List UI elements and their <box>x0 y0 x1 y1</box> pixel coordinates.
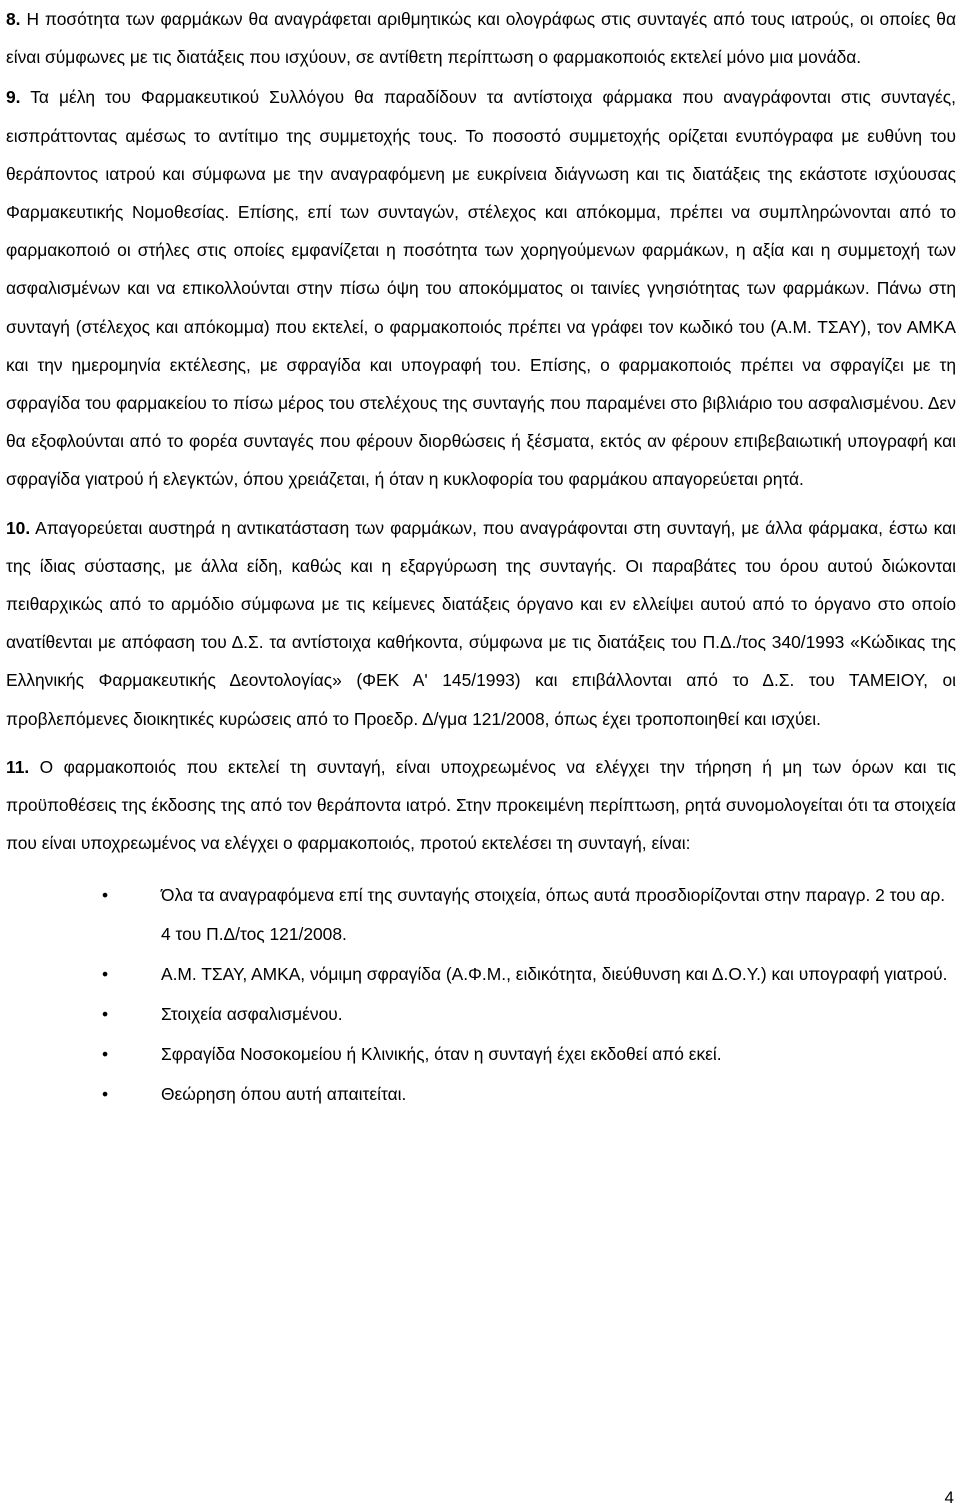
list-item-text: Όλα τα αναγραφόμενα επί της συνταγής στοιχεία, όπως αυτά προσδιορίζονται στην παραγρ. 2 του αρ. 4 του Π.Δ/τος 121/2008. <box>161 885 946 944</box>
list-item <box>6 876 956 952</box>
paragraph-text: Τα μέλη του Φαρμακευτικού Συλλόγου θα παραδίδουν τα αντίστοιχα φάρμακα που αναγράφονται στις συνταγές, εισπράττοντας αμέσως το αντίτιμο της συμμετοχής τους. Το ποσοστό συμμετοχής ορίζεται ενυπόγραφα με ευθύνη του θεράποντος ιατρού και σύμφωνα με την αναγραφόμενη με ευκρίνεια διάγνωση και τις διατάξεις της εκάστοτε ισχύουσας Φαρμακευτικής Νομοθεσίας. Επίσης, επί των συνταγών, στέλεχος και απόκομμα, πρέπει να συμπληρώνονται από το φαρμακοποιό οι στήλες στις οποίες εμφανίζεται η ποσότητα των χορηγούμενων φαρμάκων, η αξία και η συμμετοχή των ασφαλισμένων και να επικολλούνται στην πίσω όψη του αποκόμματος οι ταινίες γνησιότητας των φαρμάκων. Πάνω στη συνταγή (στέλεχος και απόκομμα) που εκτελεί, ο φαρμακοποιός πρέπει να γράφει τον κωδικό του (Α.Μ. ΤΣΑΥ), τον ΑΜΚΑ και την ημερομηνία εκτέλεσης, με σφραγίδα και υπογραφή του. Επίσης, ο φαρμακοποιός πρέπει να σφραγίζει με τη σφραγίδα του φαρμακείου το πίσω μέρος του στελέχους της συνταγής που παραμένει στο βιβλιάριο του ασφαλισμένου. Δεν θα εξοφλούνται από το φορέα συνταγές που φέρουν διορθώσεις ή ξέσματα, εκτός αν φέρουν επιβεβαιωτική υπογραφή και σφραγίδα γιατρού ή ελεγκτών, όπου χρειάζεται, ή όταν η κυκλοφορία του φαρμάκου απαγορεύεται ρητά. <box>6 87 956 490</box>
list-item <box>6 955 956 993</box>
list-item-text: Α.Μ. ΤΣΑΥ, ΑΜΚΑ, νόμιμη σφραγίδα (Α.Φ.Μ., ειδικότητα, διεύθυνση και Δ.Ο.Υ.) και υπογραφή γιατρού. <box>161 963 948 984</box>
paragraph-text: Απαγορεύεται αυστηρά η αντικατάσταση των φαρμάκων, που αναγράφονται στη συνταγή, με άλλα φάρμακα, έστω και της ίδιας σύστασης, με άλλα είδη, καθώς και η εξαργύρωση της συνταγής. Οι παραβάτες του όρου αυτού διώκονται πειθαρχικώς από το αρμόδιο σύμφωνα με τις κείμενες διατάξεις όργανο και εν ελλείψει αυτού από το όργανο στο οποίο ανατίθενται με απόφαση του Δ.Σ. τα αντίστοιχα καθήκοντα, σύμφωνα με τις διατάξεις του Π.Δ./τος 340/1993 «Κώδικας της Ελληνικής Φαρμακευτικής Δεοντολογίας» (ΦΕΚ Α' 145/1993) και επιβάλλονται από το Δ.Σ. του ΤΑΜΕΙΟΥ, οι προβλεπόμενες διοικητικές κυρώσεις από το Προεδρ. Δ/γμα 121/2008, όπως έχει τροποποιηθεί και ισχύει. <box>6 517 956 729</box>
bullet-icon: • <box>102 1084 109 1105</box>
list-item <box>6 995 956 1033</box>
paragraph-number: 8. <box>6 9 21 29</box>
paragraph-10 <box>6 509 956 738</box>
bullet-icon: • <box>102 1044 109 1065</box>
document-page <box>6 0 956 1116</box>
page-number: 4 <box>944 1488 954 1507</box>
paragraph-text: Η ποσότητα των φαρμάκων θα αναγράφεται αριθμητικώς και ολογράφως στις συνταγές από τους ιατρούς, οι οποίες θα είναι σύμφωνες με τις διατάξεις που ισχύουν, σε αντίθετη περίπτωση ο φαρμακοποιός εκτελεί μόνο μια μονάδα. <box>6 9 956 68</box>
list-item <box>6 1035 956 1073</box>
list-item-text: Στοιχεία ασφαλισμένου. <box>161 1004 343 1025</box>
list-item <box>6 1075 956 1113</box>
paragraph-8 <box>6 0 956 76</box>
list-item-text: Θεώρηση όπου αυτή απαιτείται. <box>161 1084 407 1105</box>
paragraph-9 <box>6 78 956 498</box>
paragraph-11 <box>6 748 956 863</box>
bullet-icon: • <box>102 885 109 906</box>
paragraph-number: 11. <box>6 756 30 777</box>
paragraph-number: 10. <box>6 517 31 538</box>
paragraph-number: 9. <box>6 87 21 108</box>
requirements-list <box>6 876 956 1113</box>
list-item-text: Σφραγίδα Νοσοκομείου ή Κλινικής, όταν η συνταγή έχει εκδοθεί από εκεί. <box>161 1044 722 1065</box>
bullet-icon: • <box>102 963 109 984</box>
paragraph-text: Ο φαρμακοποιός που εκτελεί τη συνταγή, είναι υποχρεωμένος να ελέγχει την τήρηση ή μη των όρων και τις προϋποθέσεις της έκδοσης της από τον θεράποντα ιατρό. Στην προκειμένη περίπτωση, ρητά συνομολογείται ότι τα στοιχεία που είναι υποχρεωμένος να ελέγχει ο φαρμακοποιός, προτού εκτελέσει τη συνταγή, είναι: <box>6 756 956 854</box>
bullet-icon: • <box>102 1004 109 1025</box>
